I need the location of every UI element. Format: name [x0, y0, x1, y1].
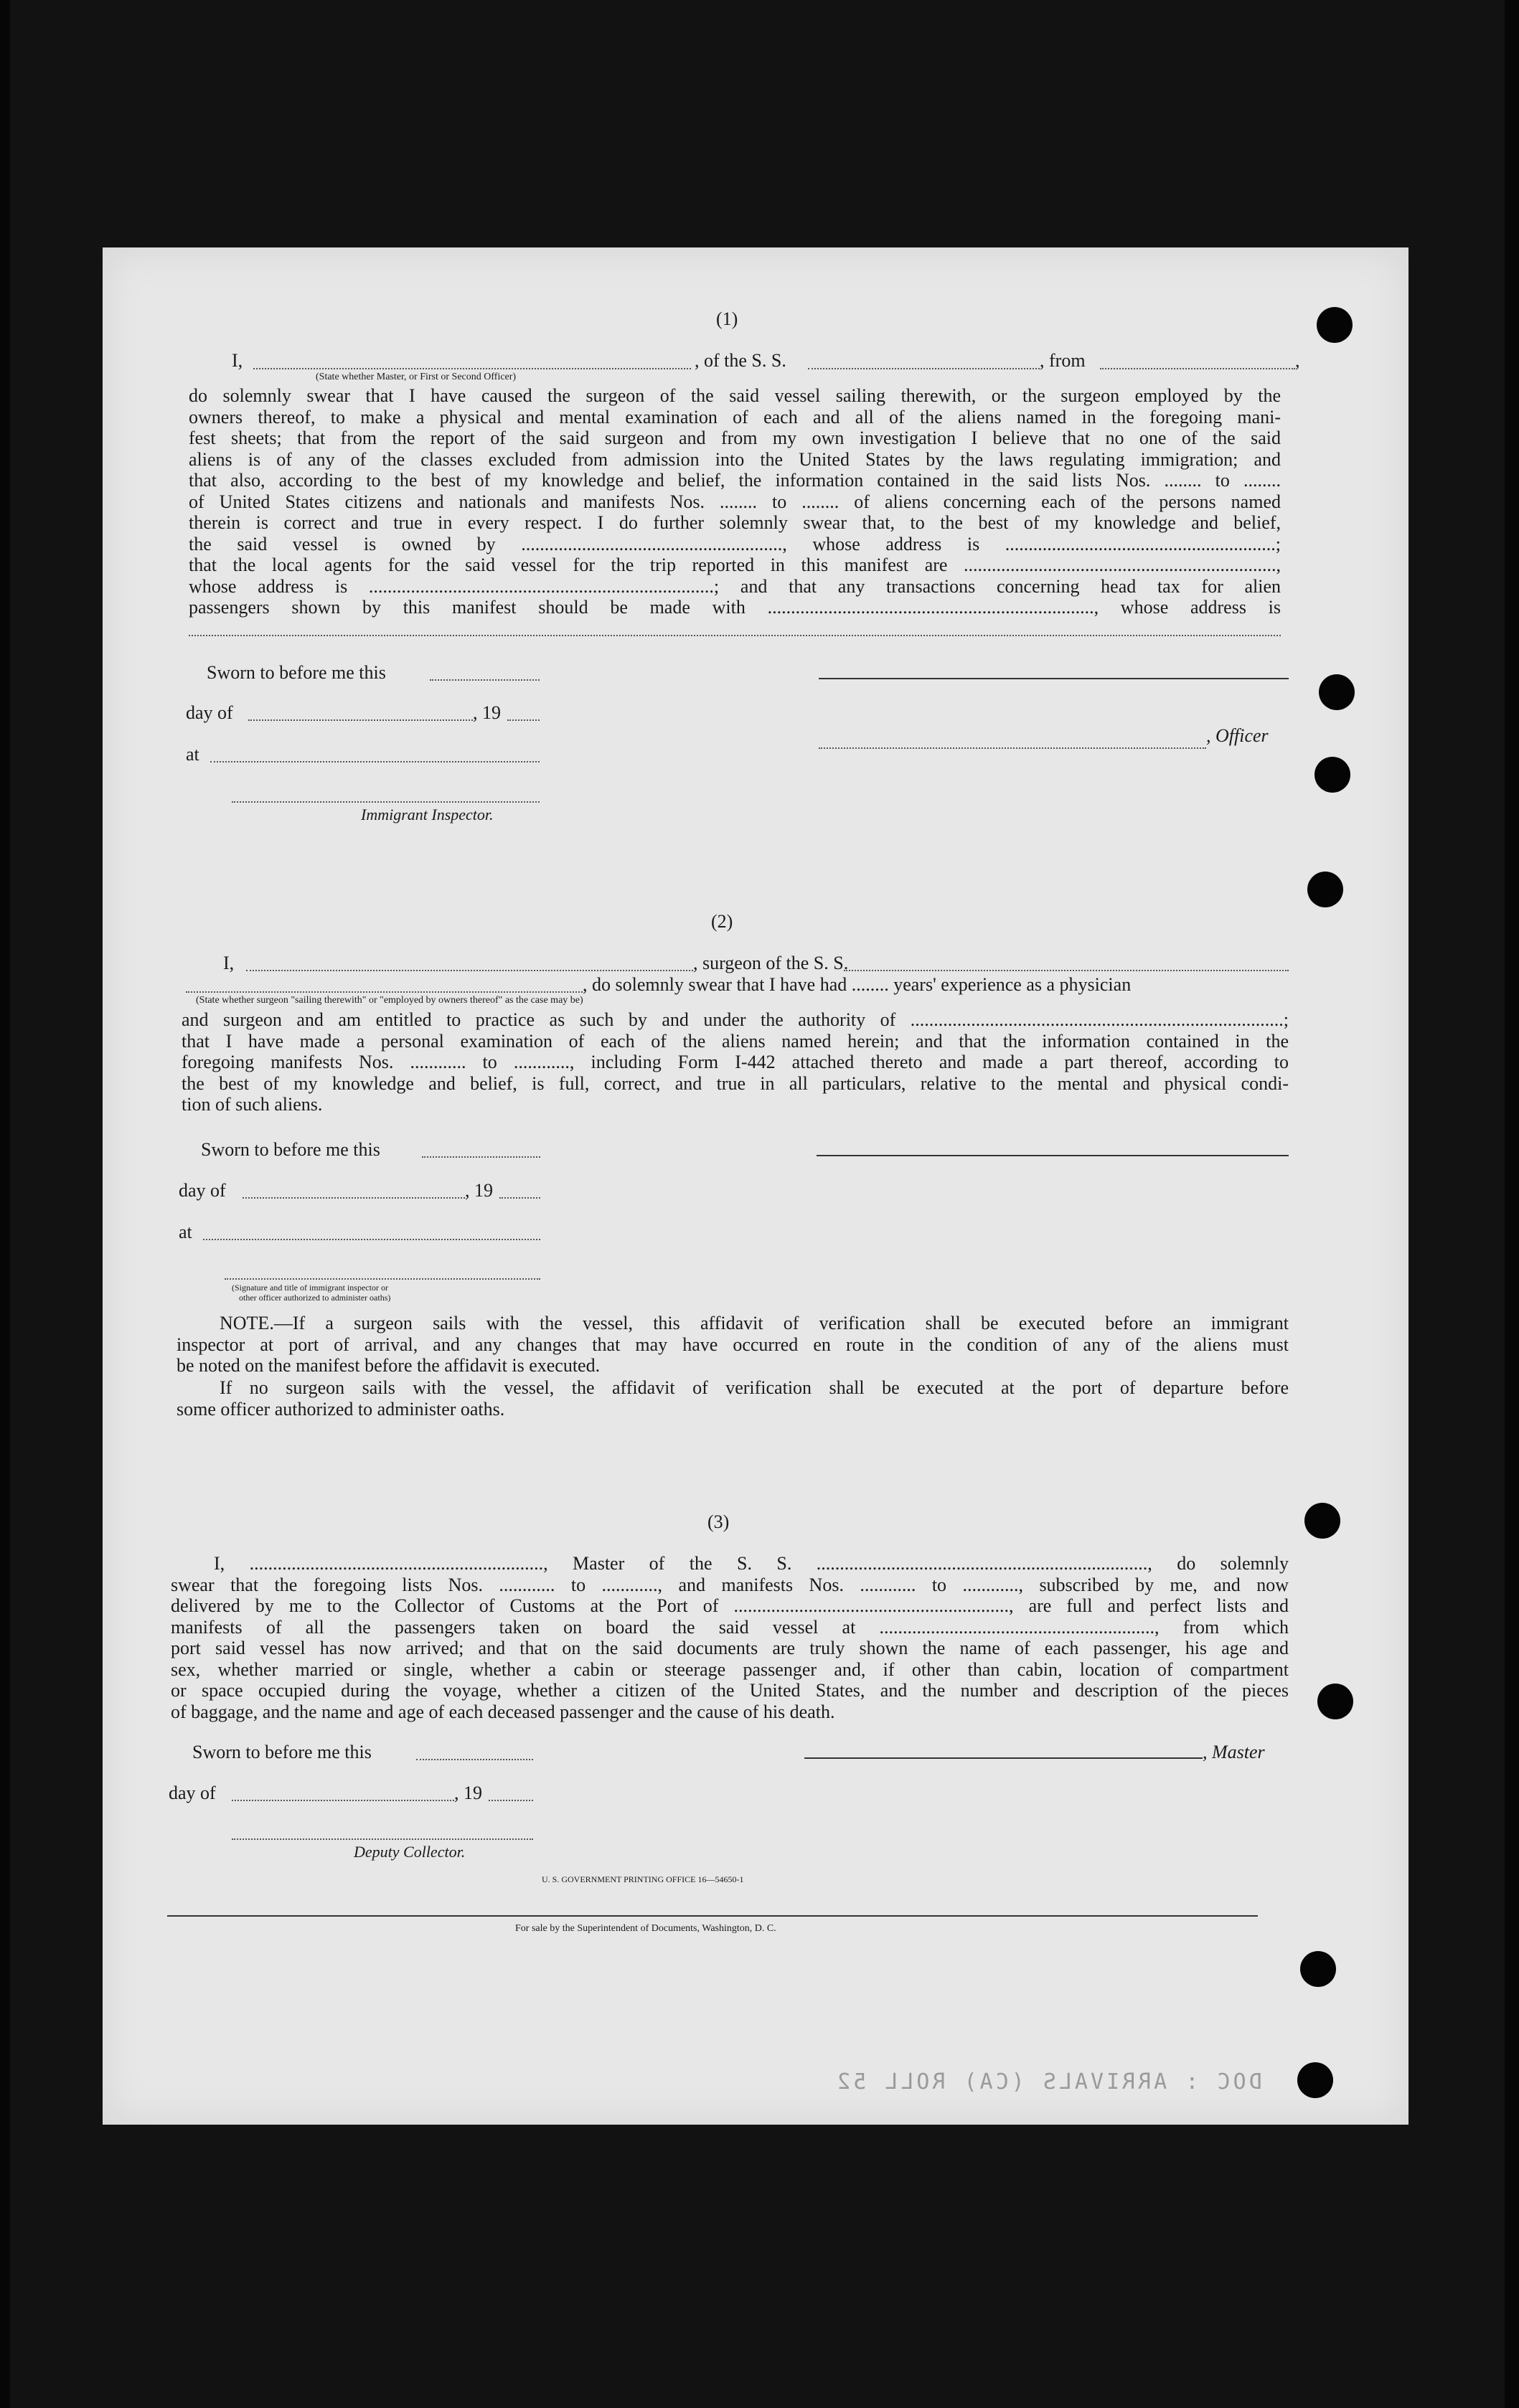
- binder-hole-4: [1307, 872, 1343, 907]
- s1-line1-i: I,: [232, 350, 243, 371]
- binder-hole-7: [1300, 1951, 1336, 1987]
- s3-sworn-label: Sworn to before me this: [192, 1742, 372, 1762]
- s1-line1-ss: , of the S. S.: [695, 350, 786, 371]
- s1-inspector-label: Immigrant Inspector.: [361, 806, 494, 823]
- s3-sworn-field: [416, 1759, 533, 1760]
- binder-hole-1: [1317, 307, 1353, 343]
- s1-officer-signature-line-1: [819, 678, 1289, 679]
- s2-note-line-1: NOTE.—If a surgeon sails with the vessel, this affidavit of verification shall be executed before an immigrant: [220, 1313, 1289, 1333]
- s1-day-field: [248, 719, 473, 721]
- s2-note-line-3: be noted on the manifest before the affidavit is executed.: [177, 1355, 601, 1376]
- s3-collector-sig-line: [232, 1838, 533, 1840]
- s2-day-label: day of: [179, 1180, 226, 1201]
- s1-vessel-field: [808, 368, 1040, 369]
- s3-year-label: , 19: [454, 1783, 482, 1803]
- manifest-form-page: [103, 247, 1409, 2125]
- s3-oath-line-3: delivered by me to the Collector of Customs at the Port of ..........................................................., are full and perfect lists and: [171, 1595, 1289, 1616]
- s1-oath-line-9: that the local agents for the said vessel for the trip reported in this manifest are ...................................................................,: [189, 554, 1281, 575]
- s1-at-field: [210, 761, 540, 762]
- s1-oath-line-1: do solemnly swear that I have caused the surgeon of the said vessel sailing therewith, or the surgeon employed by the: [189, 385, 1281, 406]
- s2-vessel-field: [844, 970, 1289, 971]
- s1-sworn-field: [430, 679, 540, 681]
- s2-line1-i: I,: [223, 953, 235, 973]
- s3-day-label: day of: [169, 1783, 216, 1803]
- s1-line1-end: ,: [1295, 350, 1300, 371]
- s2-sig-note-2: other officer authorized to administer oaths): [239, 1293, 391, 1303]
- s2-oath-line-1: and surgeon and am entitled to practice as such by and under the authority of ................................................................................;: [182, 1009, 1289, 1030]
- s2-year-label: , 19: [465, 1180, 493, 1201]
- s2-oath-line-5: tion of such aliens.: [182, 1094, 323, 1115]
- s2-sworn-field: [422, 1156, 540, 1158]
- s2-surgeon-signature-line: [817, 1155, 1289, 1156]
- s1-officer-label: , Officer: [1206, 725, 1269, 746]
- s1-officer-signature-line-2: [819, 747, 1206, 749]
- footer-sale-note: For sale by the Superintendent of Documents, Washington, D. C.: [515, 1923, 776, 1934]
- s1-year-label: , 19: [473, 702, 501, 723]
- s2-surgeon-note: (State whether surgeon "sailing therewith" or "employed by owners thereof" as the case may be): [196, 995, 583, 1006]
- s2-note-line-2: inspector at port of arrival, and any changes that may have occurred en route in the condition of any of the aliens must: [177, 1333, 1289, 1355]
- s2-line2: , do solemnly swear that I have had ........ years' experience as a physician: [583, 974, 1132, 995]
- s2-name-field: [246, 970, 693, 971]
- s3-oath-line-6: sex, whether married or single, whether a cabin or steerage passenger and, if other than cabin, location of compartment: [171, 1658, 1289, 1680]
- s2-note-text: [177, 1313, 1289, 1377]
- s2-sig-note-1: (Signature and title of immigrant inspector or: [232, 1283, 388, 1293]
- binder-hole-3: [1315, 757, 1350, 793]
- s3-oath-line-5: port said vessel has now arrived; and that on the said documents are truly shown the name of each passenger, his age and: [171, 1638, 1289, 1658]
- s2-line1-ss: , surgeon of the S. S.: [693, 953, 849, 973]
- s1-oath-line-5: that also, according to the best of my knowledge and belief, the information contained in the said lists Nos. ........ to ........: [189, 470, 1281, 491]
- s1-sworn-label: Sworn to before me this: [207, 662, 386, 683]
- s3-master-signature-line: [804, 1757, 1203, 1759]
- s1-oath-text: [189, 385, 1281, 618]
- s3-deputy-label: Deputy Collector.: [354, 1843, 466, 1861]
- binder-hole-5: [1304, 1503, 1340, 1539]
- s1-oath-line-10: whose address is ..........................................................................; and that any transactions concerning head tax for alien: [189, 575, 1281, 597]
- s2-inspector-sig-line: [225, 1278, 540, 1280]
- s3-year-field: [489, 1800, 533, 1801]
- s2-oath-line-2: that I have made a personal examination of each of the aliens named herein; and that the information contained in the: [182, 1030, 1289, 1052]
- section2-heading: (2): [711, 911, 733, 932]
- s1-from-field: [1100, 368, 1295, 369]
- s1-day-label: day of: [186, 702, 233, 723]
- s3-oath-line-1: I, ..............................................................., Master of the S. S. ......................................................................., do solemnly: [214, 1553, 1289, 1574]
- s1-oath-line-2: owners thereof, to make a physical and mental examination of each and all of the aliens named in the foregoing mani-: [189, 406, 1281, 428]
- s2-oath-text: [182, 1009, 1289, 1115]
- s3-day-field: [232, 1800, 454, 1801]
- s1-oath-line-6: of United States citizens and nationals and manifests Nos. ........ to ........ of aliens concerning each of the persons named: [189, 491, 1281, 512]
- s1-name-field: [253, 368, 691, 369]
- s2-sworn-label: Sworn to before me this: [201, 1139, 380, 1160]
- s2-note2-line-2: some officer authorized to administer oaths.: [177, 1398, 505, 1420]
- binder-hole-2: [1319, 674, 1355, 710]
- binder-hole-6: [1317, 1684, 1353, 1719]
- s2-oath-line-4: the best of my knowledge and belief, is full, correct, and true in all particulars, relative to the mental and physical condi-: [182, 1072, 1289, 1094]
- s3-oath-line-4: manifests of all the passengers taken on board the said vessel at ..........................................................., from which: [171, 1616, 1289, 1638]
- s1-oath-line-7: therein is correct and true in every respect. I do further solemnly swear that, to the best of my knowledge and belief,: [189, 512, 1281, 533]
- right-scan-edge: [1505, 0, 1519, 2408]
- s1-oath-line-3: fest sheets; that from the report of the said surgeon and from my own investigation I believe that no one of the said: [189, 428, 1281, 448]
- s2-year-field: [499, 1197, 540, 1199]
- s1-oath-line-4: aliens is of any of the classes excluded from admission into the United States by the laws regulating immigration; and: [189, 448, 1281, 470]
- s2-note2-line-1: If no surgeon sails with the vessel, the affidavit of verification shall be executed at the port of departure before: [220, 1377, 1289, 1398]
- s1-oath-line-8: the said vessel is owned by ........................................................, whose address is ..........................................................;: [189, 533, 1281, 554]
- s2-at-field: [203, 1239, 540, 1240]
- gpo-imprint: U. S. GOVERNMENT PRINTING OFFICE 16—54650-1: [542, 1874, 744, 1884]
- s1-trailing-field: [189, 635, 1281, 636]
- s1-inspector-sig-line: [232, 801, 540, 803]
- section3-heading: (3): [707, 1511, 730, 1532]
- s2-oath-line-3: foregoing manifests Nos. ............ to ............, including Form I-442 attached thereto and made a part thereof, according to: [182, 1052, 1289, 1072]
- s2-day-field: [243, 1197, 465, 1199]
- s1-year-field: [507, 719, 540, 721]
- binder-hole-8: [1297, 2062, 1333, 2098]
- s3-oath-line-8: of baggage, and the name and age of each deceased passenger and the cause of his death.: [171, 1701, 835, 1722]
- s3-oath-line-2: swear that the foregoing lists Nos. ............ to ............, and manifests Nos. ............ to ............, subscribed by me, and now: [171, 1574, 1289, 1595]
- footer-rule: [167, 1915, 1258, 1917]
- s1-oath-line-11: passengers shown by this manifest should be made with ......................................................................, whose address is: [189, 597, 1281, 618]
- s2-surgeon-type-field: [186, 991, 583, 993]
- s2-at-label: at: [179, 1222, 192, 1242]
- s2-note2-text: [177, 1377, 1289, 1420]
- s1-officer-note: (State whether Master, or First or Second Officer): [316, 372, 517, 382]
- left-scan-edge: [0, 0, 10, 2408]
- mirrored-roll-label: DOC : ARRIVALS (CA) ROLL 52: [834, 2069, 1262, 2095]
- s1-at-label: at: [186, 744, 199, 765]
- section1-heading: (1): [716, 308, 738, 329]
- s3-oath-line-7: or space occupied during the voyage, whether a citizen of the United States, and the number and description of the pieces: [171, 1680, 1289, 1701]
- s3-oath-text: [171, 1553, 1289, 1722]
- s3-master-label: , Master: [1203, 1742, 1265, 1762]
- s1-line1-from: , from: [1040, 350, 1086, 371]
